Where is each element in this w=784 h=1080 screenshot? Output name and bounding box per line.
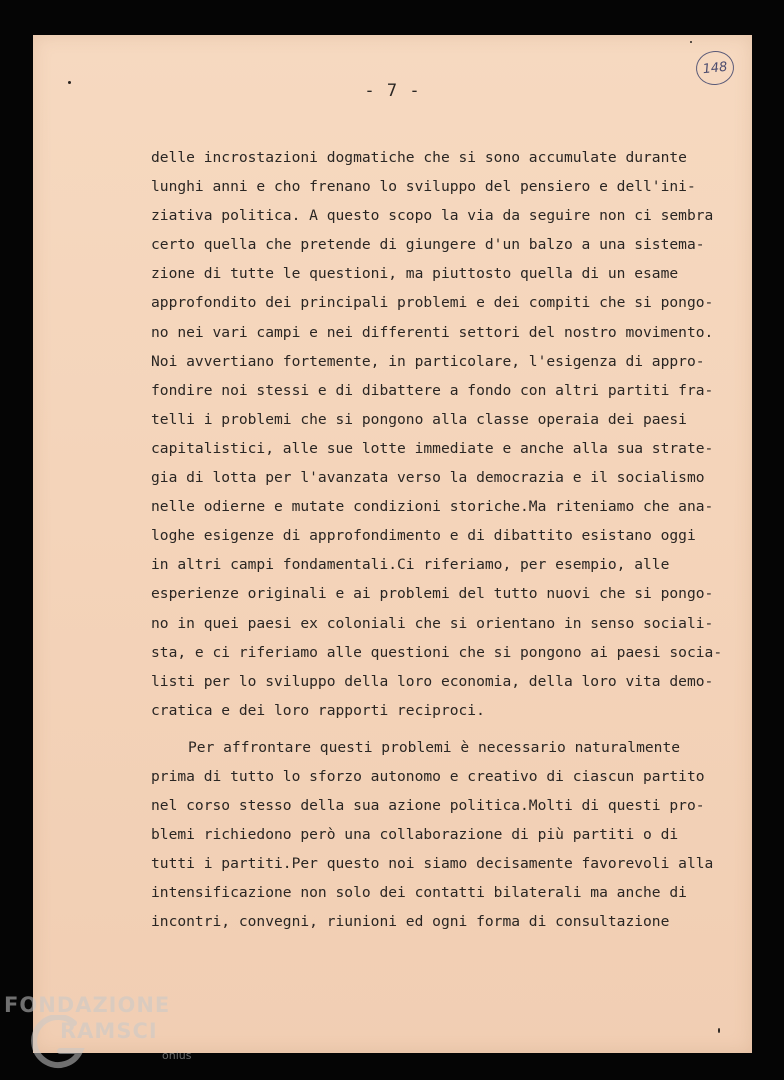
text-line: telli i problemi che si pongono alla classe operaia dei paesi [151,410,687,428]
text-line: cratica e dei loro rapporti reciproci. [151,701,485,719]
paper-speck [718,1028,720,1033]
document-text [151,143,741,937]
text-line: Noi avvertiano fortemente, in particolare, l'esigenza di appro- [151,352,705,370]
paragraph-2 [151,733,741,937]
fondazione-gramsci-watermark [4,993,204,1073]
text-line: lunghi anni e cho frenano lo sviluppo del pensiero e dell'ini- [151,178,696,196]
text-line: zione di tutte le questioni, ma piuttosto quella di un esame [151,265,679,283]
paragraph-gap [151,725,741,733]
text-line: listi per lo sviluppo della loro economia, della loro vita demo- [151,672,714,690]
text-line: nelle odierne e mutate condizioni storiche.Ma riteniamo che ana- [151,498,714,516]
text-line: certo quella che pretende di giungere d'un balzo a una sistema- [151,236,705,254]
paper-speck [690,41,692,43]
text-line: blemi richiedono però una collaborazione di più partiti o di [151,826,679,844]
text-line: no nei vari campi e nei differenti settori del nostro movimento. [151,323,714,341]
watermark-line-2: RAMSCI [60,1019,158,1043]
text-line: in altri campi fondamentali.Ci riferiamo, per esempio, alle [151,556,670,574]
text-line: intensificazione non solo dei contatti bilaterali ma anche di [151,884,687,902]
text-line: no in quei paesi ex coloniali che si orientano in senso sociali- [151,614,714,632]
watermark-line-1: FONDAZIONE [4,993,171,1017]
document-page [33,35,752,1053]
text-line: esperienze originali e ai problemi del tutto nuovi che si pongo- [151,585,714,603]
page-number: - 7 - [364,81,421,101]
text-line: prima di tutto lo sforzo autonomo e creativo di ciascun partito [151,767,705,785]
text-line: capitalistici, alle sue lotte immediate e anche alla sua strate- [151,439,714,457]
text-line: Per affrontare questi problemi è necessario naturalmente [188,738,681,756]
text-line: gia di lotta per l'avanzata verso la democrazia e il socialismo [151,469,705,487]
text-line: fondire noi stessi e di dibattere a fondo con altri partiti fra- [151,381,714,399]
text-line: incontri, convegni, riunioni ed ogni forma di consultazione [151,913,670,931]
text-line: loghe esigenze di approfondimento e di dibattito esistano oggi [151,527,696,545]
text-line: ziativa politica. A questo scopo la via da seguire non ci sembra [151,207,714,225]
text-line: tutti i partiti.Per questo noi siamo decisamente favorevoli alla [151,855,714,873]
text-line: nel corso stesso della sua azione politica.Molti di questi pro- [151,797,705,815]
archive-page-stamp: 148 [694,49,735,87]
watermark-line-3: onlus [162,1049,192,1062]
text-line: approfondito dei principali problemi e dei compiti che si pongo- [151,294,714,312]
text-line: delle incrostazioni dogmatiche che si sono accumulate durante [151,149,687,166]
text-line: sta, e ci riferiamo alle questioni che si pongono ai paesi socia- [151,643,723,661]
paragraph-1 [151,143,741,725]
